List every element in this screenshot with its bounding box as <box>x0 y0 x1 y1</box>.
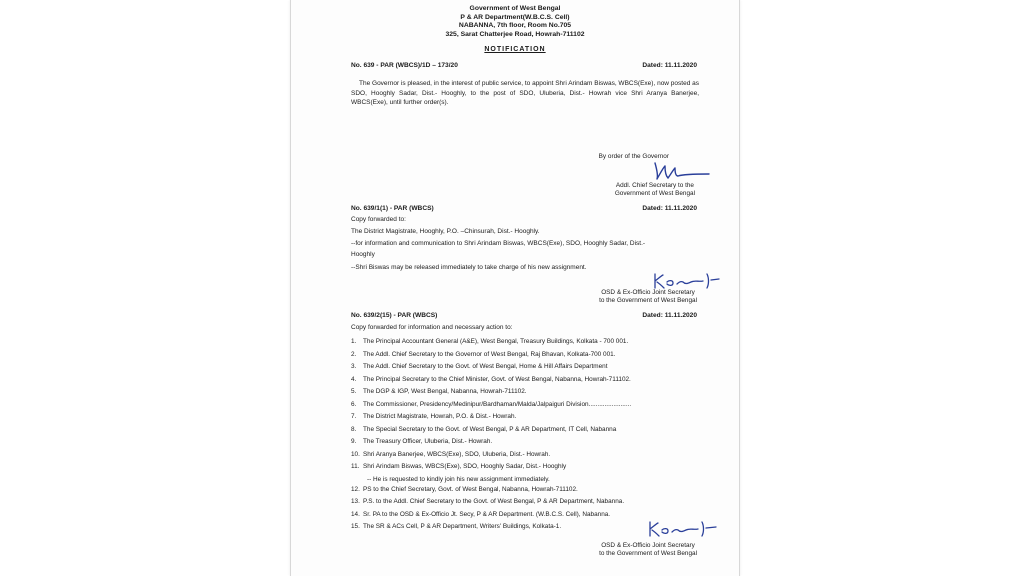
order3-memo-number: No. 639/2(15) - PAR (WBCS) <box>351 312 438 319</box>
item-number: 6. <box>351 400 357 408</box>
item-text: The Addl. Chief Secretary to the Govt. of West Bengal, Home & Hill Affairs Department <box>363 363 608 370</box>
item-text: The Addl. Chief Secretary to the Governor of West Bengal, Raj Bhavan, Kolkata-700 001. <box>363 350 616 358</box>
order2-signatory <box>599 289 697 306</box>
list-item <box>351 497 721 510</box>
order2-memo-number: No. 639/1(1) - PAR (WBCS) <box>351 205 434 212</box>
order1-signatory-title: Addl. Chief Secretary to the <box>615 182 694 189</box>
item-text: The SR & ACs Cell, P & AR Department, Writers' Buildings, Kolkata-1. <box>363 523 562 530</box>
order2-info-line: --for information and communication to Shri Arindam Biswas, WBCS(Exe), SDO, Hooghly Sadar, Dist.- <box>351 240 646 247</box>
item-number: 5. <box>351 388 357 395</box>
order3-signatory <box>599 542 697 559</box>
order3-copy-to: Copy forwarded for information and necessary action to: <box>351 324 513 331</box>
item-text: Shri Aranya Banerjee, WBCS(Exe), SDO, Uluberia, Dist.- Howrah. <box>363 450 551 458</box>
item-number: 7. <box>351 413 357 420</box>
order2-release-line: --Shri Biswas may be released immediately to take charge of his new assignment. <box>351 264 587 271</box>
notification-title: NOTIFICATION <box>484 46 546 53</box>
by-order-line: By order of the Governor <box>598 153 669 160</box>
item-number: 10. <box>351 450 360 458</box>
order2-recipient: The District Magistrate, Hooghly, P.O. –Chinsurah, Dist.- Hooghly. <box>351 228 540 235</box>
item-number: 8. <box>351 425 357 433</box>
item-text: The DGP & IGP, West Bengal, Nabanna, Howrah-711102. <box>363 388 527 395</box>
list-item <box>351 337 721 350</box>
item-number: 15. <box>351 523 360 530</box>
item-text: PS to the Chief Secretary, Govt. of West Bengal, Nabanna, Howrah-711102. <box>363 485 578 493</box>
item-number: 3. <box>351 363 357 370</box>
item-number: 1. <box>351 338 357 345</box>
item-text: The Special Secretary to the Govt. of West Bengal, P & AR Department, IT Cell, Nabanna <box>363 425 617 433</box>
item-text: The Commissioner, Presidency/Medinipur/Bardhaman/Malda/Jalpaiguri Division........................ <box>363 400 632 408</box>
item-number: 9. <box>351 438 357 445</box>
letterhead <box>291 5 739 39</box>
order1-signatory-govt: Government of West Bengal <box>614 190 695 198</box>
item-text: -- He is requested to kindly join his new assignment immediately. <box>367 475 550 483</box>
item-number: 14. <box>351 510 360 518</box>
list-item <box>351 462 721 475</box>
list-item-note <box>351 475 721 485</box>
list-item <box>351 400 721 413</box>
item-number: 12. <box>351 485 360 493</box>
order1-date: Dated: 11.11.2020 <box>642 62 697 69</box>
order2-signatory-govt: to the Government of West Bengal <box>599 297 697 305</box>
item-number: 13. <box>351 498 360 505</box>
item-text: Shri Arindam Biswas, WBCS(Exe), SDO, Hooghly Sadar, Dist.- Hooghly <box>363 463 567 470</box>
list-item <box>351 362 721 375</box>
document-page <box>290 0 740 576</box>
list-item <box>351 412 721 425</box>
item-text: The Principal Accountant General (A&E), West Bengal, Treasury Buildings, Kolkata - 700 001. <box>363 338 629 345</box>
letterhead-department: P & AR Department(W.B.C.S. Cell) <box>460 13 570 21</box>
item-number: 2. <box>351 350 357 358</box>
item-number: 11. <box>351 463 360 470</box>
signature-3 <box>646 518 721 540</box>
order3-date: Dated: 11.11.2020 <box>642 312 697 319</box>
item-number: 4. <box>351 375 357 383</box>
letterhead-office: NABANNA, 7th floor, Room No.705 <box>458 22 572 30</box>
item-text: P.S. to the Addl. Chief Secretary to the Govt. of West Bengal, P & AR Department, Nabanna. <box>363 498 625 505</box>
order2-date: Dated: 11.11.2020 <box>642 205 697 212</box>
item-text: The District Magistrate, Howrah, P.O. & Dist.- Howrah. <box>363 413 517 420</box>
list-item <box>351 425 721 438</box>
list-item <box>351 485 721 498</box>
order2-info-line-cont: Hooghly <box>351 251 375 258</box>
order1-signatory <box>615 182 695 199</box>
item-text: The Principal Secretary to the Chief Minister, Govt. of West Bengal, Nabanna, Howrah-711102. <box>363 375 631 383</box>
item-text: The Treasury Officer, Uluberia, Dist.- Howrah. <box>363 438 493 445</box>
list-item <box>351 350 721 363</box>
order3-signatory-title: OSD & Ex-Officio Joint Secretary <box>601 542 695 549</box>
signature-1 <box>649 160 719 182</box>
order1-memo-number: No. 639 - PAR (WBCS)/1D – 173/20 <box>351 62 458 69</box>
list-item <box>351 375 721 388</box>
letterhead-address: 325, Sarat Chatterjee Road, Howrah-711102 <box>445 30 585 38</box>
distribution-list <box>351 337 721 535</box>
list-item <box>351 387 721 400</box>
order1-body: The Governor is pleased, in the interest of public service, to appoint Shri Arindam Biswas, WBCS(Exe), now posted as SDO, Hooghly Sadar, Dist.- Hooghly, to the post of SDO, Uluberia, Dist.- Howrah vice Shri Aranya Banerjee, WBCS(Exe), until further order(s). <box>351 80 699 107</box>
list-item <box>351 437 721 450</box>
letterhead-government: Government of West Bengal <box>469 5 561 12</box>
order3-signatory-govt: to the Government of West Bengal <box>599 550 697 558</box>
order2-copy-to: Copy forwarded to: <box>351 216 406 223</box>
order2-signatory-title: OSD & Ex-Officio Joint Secretary <box>601 289 695 296</box>
item-text: Sr. PA to the OSD & Ex-Officio Jt. Secy, P & AR Department. (W.B.C.S. Cell), Nabanna. <box>363 510 611 518</box>
list-item <box>351 450 721 463</box>
